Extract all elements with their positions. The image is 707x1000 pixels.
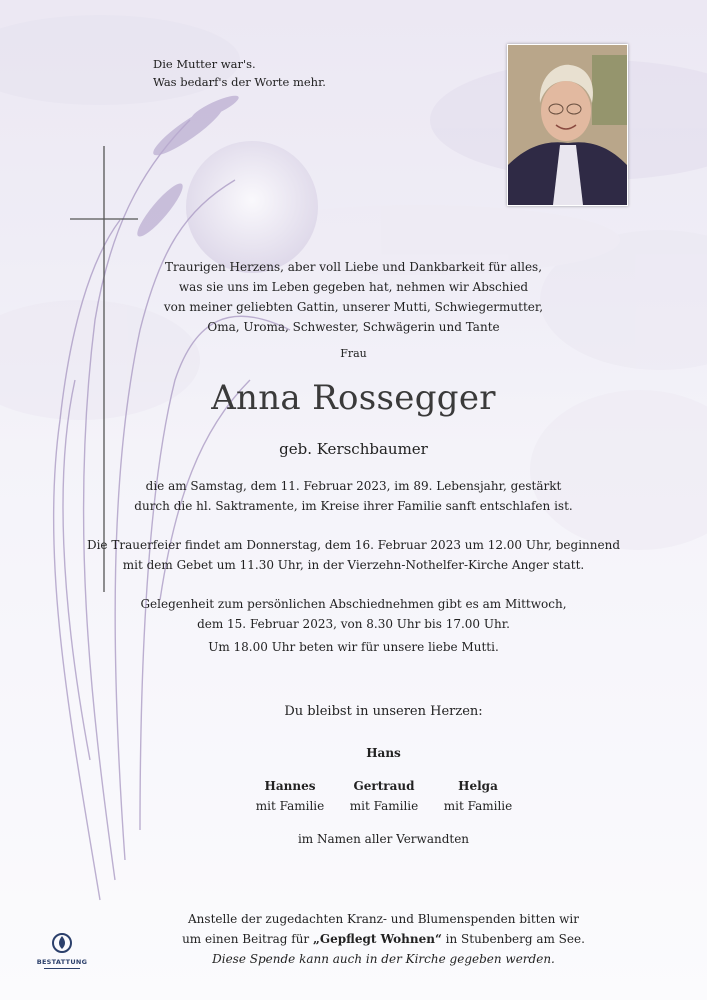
portrait-photo	[507, 44, 628, 206]
intro-line-1: Traurigen Herzens, aber voll Liebe und Dankbarkeit für alles,	[164, 260, 543, 274]
salutation: Frau	[340, 347, 367, 360]
logo-underline	[44, 968, 80, 969]
death-notice-line-2: durch die hl. Saktramente, im Kreise ihrer Familie sanft entschlafen ist.	[134, 499, 573, 513]
mourner-child-1-note: mit Familie	[255, 799, 325, 813]
funeral-info	[0, 535, 707, 575]
logo-text: BESTATTUNG	[36, 958, 88, 966]
mourner-child-3-name: Helga	[458, 779, 498, 793]
funeral-home-logo	[36, 932, 88, 968]
mourner-child-2-note: mit Familie	[349, 799, 419, 813]
quote-line-1: Die Mutter war's.	[153, 57, 256, 71]
donation-recipient: „Gepflegt Wohnen“	[312, 932, 442, 946]
mourner-spouse: Hans	[366, 746, 401, 760]
intro-line-3: von meiner geliebten Gattin, unserer Mutti, Schwiegermutter,	[163, 300, 544, 314]
intro-line-2: was sie uns im Leben gegeben hat, nehmen wir Abschied	[178, 280, 529, 294]
death-notice-line-1: die am Samstag, dem 11. Februar 2023, im 89. Lebensjahr, gestärkt	[145, 479, 562, 493]
mourner-child-1-name: Hannes	[264, 779, 316, 793]
mourners-heading: Du bleibst in unseren Herzen:	[284, 704, 483, 719]
funeral-line-1: Die Trauerfeier findet am Donnerstag, dem 16. Februar 2023 um 12.00 Uhr, beginnend	[86, 538, 621, 552]
funeral-line-2: mit dem Gebet um 11.30 Uhr, in der Vierzehn-Nothelfer-Kirche Anger statt.	[122, 558, 585, 572]
intro-text	[0, 257, 707, 337]
mourner-child-3-note: mit Familie	[443, 799, 513, 813]
opening-quote	[153, 55, 326, 91]
donation-note	[0, 909, 707, 969]
moon-shape	[186, 141, 318, 273]
farewell-line-2: dem 15. Februar 2023, von 8.30 Uhr bis 17.00 Uhr.	[197, 617, 510, 631]
donation-line-2-pre: um einen Beitrag für	[182, 932, 313, 946]
quote-line-2: Was bedarf's der Worte mehr.	[153, 75, 326, 89]
deceased-name: Anna Rossegger	[211, 378, 496, 418]
donation-line-2-post: in Stubenberg am See.	[441, 932, 585, 946]
donation-line-2	[0, 929, 707, 949]
farewell-line-1: Gelegenheit zum persönlichen Abschiednehmen gibt es am Mittwoch,	[140, 597, 567, 611]
donation-line-1: Anstelle der zugedachten Kranz- und Blumenspenden bitten wir	[188, 912, 579, 926]
death-notice	[0, 476, 707, 516]
intro-line-4: Oma, Uroma, Schwester, Schwägerin und Tante	[207, 320, 500, 334]
birth-name: geb. Kerschbaumer	[279, 440, 428, 458]
farewell-info	[0, 594, 707, 657]
portrait-illustration	[508, 45, 627, 205]
flame-icon	[36, 932, 88, 954]
mourner-child-3	[418, 776, 538, 816]
relatives-line: im Namen aller Verwandten	[297, 832, 470, 846]
donation-line-3: Diese Spende kann auch in der Kirche gegeben werden.	[212, 952, 555, 966]
farewell-line-3: Um 18.00 Uhr beten wir für unsere liebe Mutti.	[208, 640, 499, 654]
mourner-child-2-name: Gertraud	[353, 779, 415, 793]
